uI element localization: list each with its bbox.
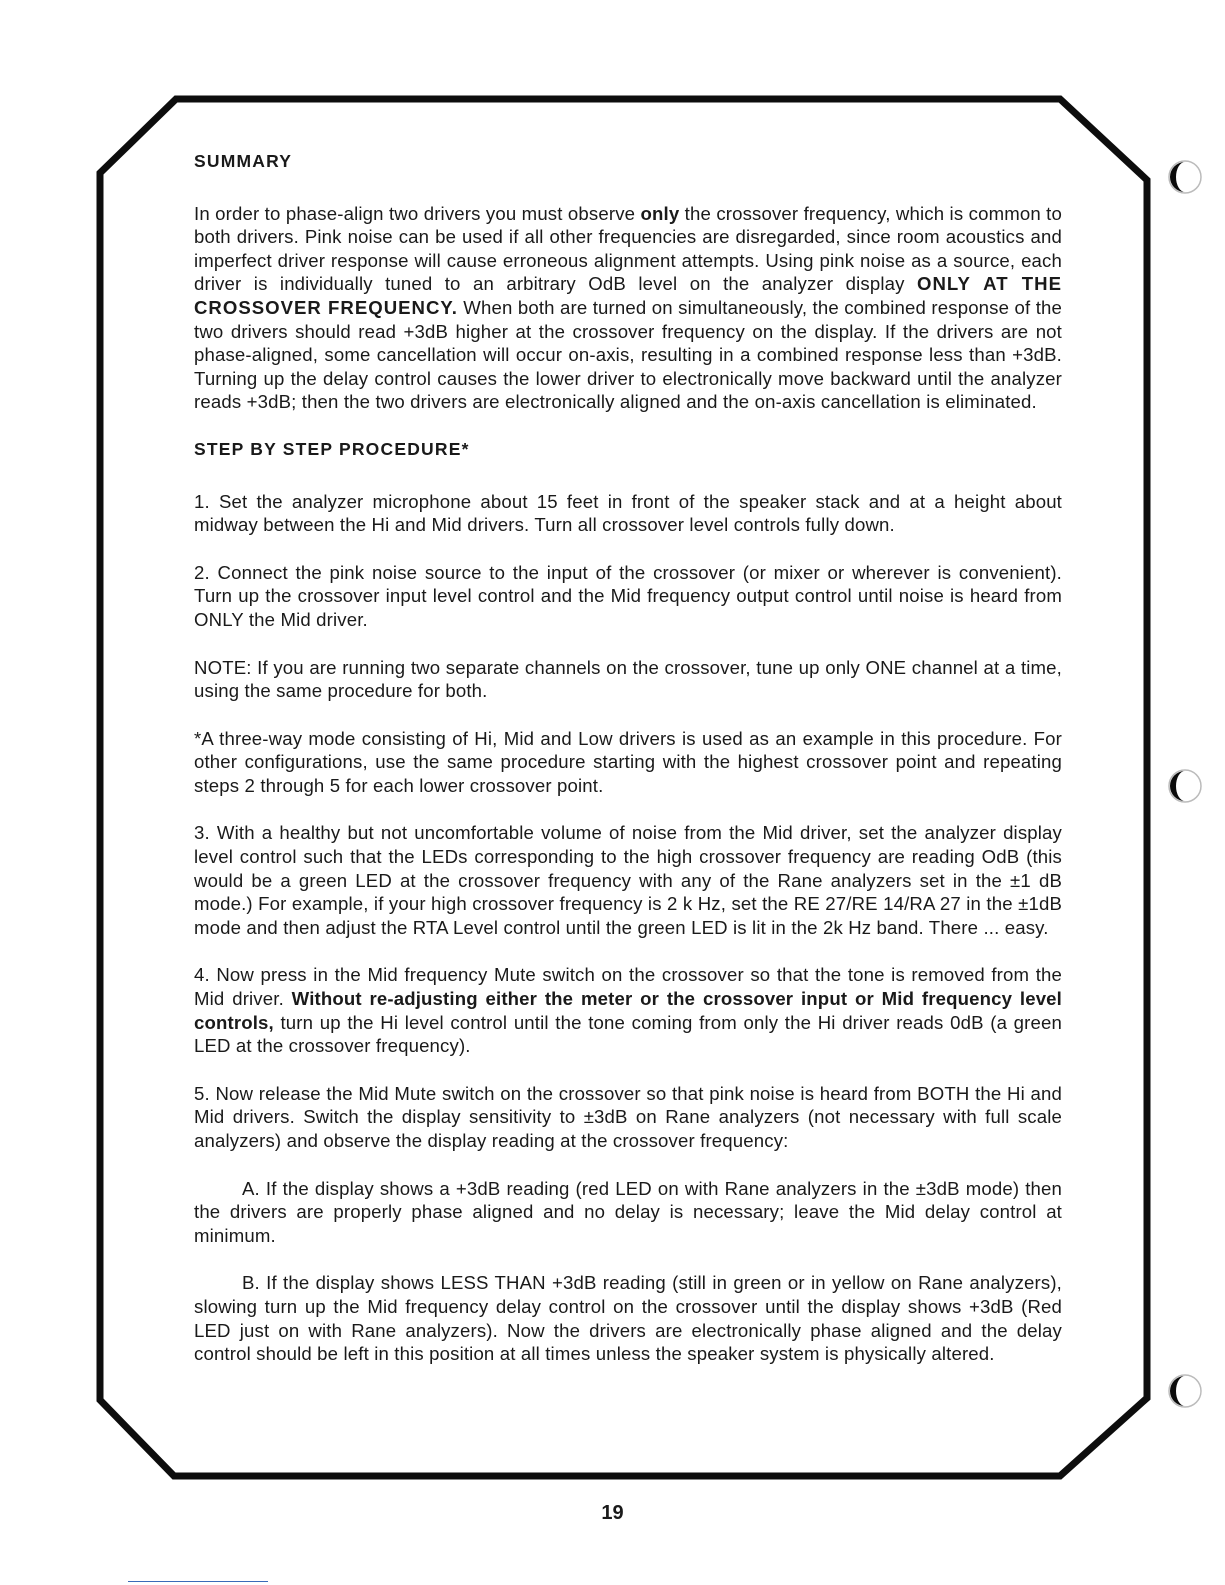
step-5: 5. Now release the Mid Mute switch on the crossover so that pink noise is heard from BOTH the Hi and Mid drivers. Switch the display sensitivity to ±3dB on Rane analyzers (not necessary with full scale analyzers) and observe the display reading at the crossover frequency: xyxy=(194,1082,1062,1151)
summary-text-3: When both are turned on simultaneously, the combined response of the two drivers should read +3dB higher at the crossover frequency on the display. If the drivers are not phase-aligned, some cancellation will occur on-axis, resulting in a combined response less than +3dB. Turning up the delay control causes the lower driver to electronically move backward until the analyzer reads +3dB; then the two drivers are electronically aligned and the on-axis cancellation is eliminated. xyxy=(194,296,1062,413)
binder-hole-icon xyxy=(1165,158,1203,196)
bottom-edge-mark xyxy=(128,1581,268,1582)
step-4-emphasis: Without re-adjusting either the meter or the crossover input or Mid frequency level controls, xyxy=(194,988,1062,1033)
summary-text-1: In order to phase-align two drivers you must observe xyxy=(194,202,641,224)
page-number: 19 xyxy=(601,1502,624,1524)
note-paragraph: NOTE: If you are running two separate channels on the crossover, tune up only ONE channel at a time, using the same procedure for both. xyxy=(194,656,1062,702)
binder-hole-icon xyxy=(1165,767,1203,805)
summary-heading: SUMMARY xyxy=(194,151,293,171)
summary-crossover-emphasis: ONLY AT THE CROSSOVER FREQUENCY. xyxy=(194,273,1062,318)
footnote-paragraph: *A three-way mode consisting of Hi, Mid and Low drivers is used as an example in this procedure. For other configurations, use the same procedure starting with the highest crossover point and repeating steps 2 through 5 for each lower crossover point. xyxy=(194,727,1062,796)
step-5b: B. If the display shows LESS THAN +3dB reading (still in green or in yellow on Rane analyzers), slowing turn up the Mid frequency delay control on the crossover until the display shows +3dB (Red LED just on with Rane analyzers). Now the drivers are electronically phase aligned and the delay control should be left in this position at all times unless the speaker system is physically altered. xyxy=(194,1272,1062,1365)
step-3: 3. With a healthy but not uncomfortable volume of noise from the Mid driver, set the analyzer display level control such that the LEDs corresponding to the high crossover frequency are reading OdB (this would be a green LED at the crossover frequency with any of the Rane analyzers set in the ±1 dB mode.) For example, if your high crossover frequency is 2 k Hz, set the RE 27/RE 14/RA 27 in the ±1dB mode and then adjust the RTA Level control until the green LED is lit in the 2k Hz band. There ... easy. xyxy=(194,822,1062,938)
step-2: 2. Connect the pink noise source to the input of the crossover (or mixer or wherever is convenient). Turn up the crossover input level control and the Mid frequency output control until noise is heard from ONLY the Mid driver. xyxy=(194,561,1062,630)
step-4-text-2: turn up the Hi level control until the tone coming from only the Hi driver reads 0dB (a green LED at the crossover frequency). xyxy=(194,1011,1062,1057)
summary-paragraph xyxy=(194,202,1062,414)
step-5a: A. If the display shows a +3dB reading (red LED on with Rane analyzers in the ±3dB mode) then the drivers are properly phase aligned and no delay is necessary; leave the Mid delay control at minimum. xyxy=(194,1177,1062,1246)
procedure-heading: STEP BY STEP PROCEDURE* xyxy=(194,438,470,459)
document-body xyxy=(194,150,1062,1390)
summary-text-2: the crossover frequency, which is common to both drivers. Pink noise can be used if all other frequencies are disregarded, since room acoustics and imperfect driver response will cause erroneous alignment attempts. Using pink noise as a source, each driver is individually tuned to an arbitrary OdB level on the analyzer display xyxy=(194,202,1062,295)
binder-hole-icon xyxy=(1165,1372,1203,1410)
step-4 xyxy=(194,963,1062,1057)
step-1: 1. Set the analyzer microphone about 15 feet in front of the speaker stack and at a height about midway between the Hi and Mid drivers. Turn all crossover level controls fully down. xyxy=(194,490,1062,536)
step-4-text-1: 4. Now press in the Mid frequency Mute switch on the crossover so that the tone is removed from the Mid driver. xyxy=(194,964,1062,1010)
summary-only-emphasis: only xyxy=(640,202,680,224)
